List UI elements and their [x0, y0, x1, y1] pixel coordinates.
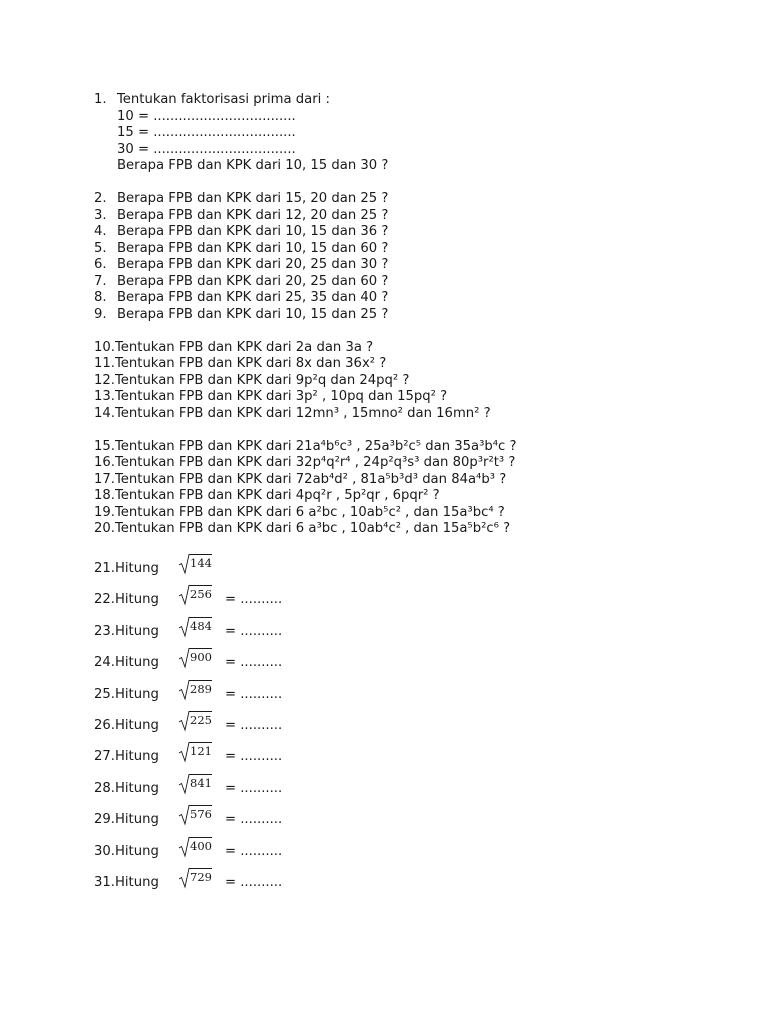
question-number: 20. [94, 521, 115, 536]
square-root-item [94, 553, 754, 584]
question-number: 4. [94, 224, 107, 239]
radicand: 729 [190, 869, 212, 884]
square-root-item [94, 773, 754, 804]
question-number: 18. [94, 488, 115, 503]
question-number: 6. [94, 257, 107, 272]
factor-line: 15 = .................................. [117, 125, 296, 140]
question-number: 15. [94, 438, 115, 454]
question-label: 27.Hitung [94, 749, 159, 765]
question-text: Tentukan FPB dan KPK dari 4pq²r , 5p²qr , 6pqr² ? [114, 488, 440, 503]
question-text: Tentukan FPB dan KPK dari 21a⁴b⁶c³ , 25a³b²c⁵ dan 35a³b⁴c ? [114, 438, 517, 454]
question-number: 5. [94, 240, 107, 256]
square-root-expression [178, 836, 218, 860]
question-label: 22.Hitung [94, 592, 159, 608]
question-item [94, 505, 754, 522]
square-root-item [94, 867, 754, 898]
question-number: 16. [94, 455, 115, 470]
question-text: Tentukan FPB dan KPK dari 12mn³ , 15mno² dan 16mn² ? [114, 405, 491, 421]
radicand: 484 [190, 618, 212, 633]
square-root-questions [94, 553, 754, 898]
question-text: Berapa FPB dan KPK dari 15, 20 dan 25 ? [117, 191, 389, 206]
answer-blank: = .......... [225, 592, 283, 608]
answer-blank: = .......... [225, 623, 283, 639]
radicand: 841 [190, 775, 212, 790]
radicand: 289 [190, 681, 212, 696]
square-root-expression [178, 616, 218, 640]
question-label: 21.Hitung [94, 561, 159, 576]
question-number: 10. [94, 339, 115, 355]
question-item [94, 191, 754, 208]
question-number: 7. [94, 273, 107, 289]
question-text: Tentukan FPB dan KPK dari 2a dan 3a ? [114, 339, 374, 355]
factor-line: 30 = .................................. [117, 141, 296, 157]
question-label: 24.Hitung [94, 655, 159, 671]
square-root-item [94, 836, 754, 867]
square-root-item [94, 741, 754, 772]
answer-blank: = .......... [225, 843, 283, 859]
question-item [94, 455, 754, 472]
question-item [94, 488, 754, 505]
question-item [94, 224, 754, 241]
square-root-item [94, 647, 754, 678]
question-label: 30.Hitung [94, 843, 159, 859]
question-item [94, 307, 754, 324]
question-text: Tentukan FPB dan KPK dari 6 a²bc , 10ab⁵c² , dan 15a³bc⁴ ? [114, 504, 505, 520]
question-number: 3. [94, 207, 107, 223]
question-text: Berapa FPB dan KPK dari 25, 35 dan 40 ? [117, 290, 389, 305]
spacer [94, 323, 754, 340]
answer-blank: = .......... [225, 749, 283, 765]
spacer [94, 422, 754, 439]
question-item [94, 521, 754, 538]
question-number: 11. [94, 356, 115, 371]
question-text: Tentukan FPB dan KPK dari 72ab⁴d² , 81a⁵b³d³ dan 84a⁴b³ ? [114, 471, 507, 487]
question-text: Tentukan FPB dan KPK dari 32p⁴q²r⁴ , 24p²q³s³ dan 80p³r²t³ ? [114, 455, 516, 470]
question-text: Berapa FPB dan KPK dari 12, 20 dan 25 ? [117, 207, 389, 223]
square-root-expression [178, 773, 218, 797]
answer-blank: = .......... [225, 812, 283, 828]
question-item [94, 92, 754, 109]
square-root-expression [178, 584, 218, 608]
question-number: 17. [94, 471, 115, 487]
question-text: Berapa FPB dan KPK dari 20, 25 dan 60 ? [117, 273, 389, 289]
square-root-expression [178, 553, 218, 577]
question-item [94, 406, 754, 423]
answer-blank: = .......... [225, 874, 283, 890]
question-label: 29.Hitung [94, 812, 159, 828]
question-text: Tentukan FPB dan KPK dari 3p² , 10pq dan 15pq² ? [114, 389, 448, 404]
question-item [94, 340, 754, 357]
question-item [94, 373, 754, 390]
question-item [94, 439, 754, 456]
square-root-expression [178, 647, 218, 671]
question-text: Berapa FPB dan KPK dari 10, 15 dan 60 ? [117, 240, 389, 256]
answer-blank: = .......... [225, 780, 283, 796]
square-root-expression [178, 741, 218, 765]
answer-blank: = .......... [225, 686, 283, 702]
question-label: 28.Hitung [94, 780, 159, 796]
radicand: 400 [190, 838, 212, 853]
spacer [94, 175, 754, 192]
radicand: 144 [190, 556, 212, 570]
question-number: 8. [94, 290, 107, 305]
question-label: 23.Hitung [94, 623, 159, 639]
question-text: Tentukan FPB dan KPK dari 8x dan 36x² ? [114, 356, 387, 371]
radicand: 576 [190, 807, 212, 822]
question-number: 1. [94, 92, 107, 107]
square-root-expression [178, 710, 218, 734]
question-item [94, 208, 754, 225]
spacer [94, 538, 754, 555]
question-item [94, 356, 754, 373]
question-item [94, 257, 754, 274]
question-number: 14. [94, 405, 115, 421]
question-text: Tentukan FPB dan KPK dari 6 a³bc , 10ab⁴c² , dan 15a⁵b²c⁶ ? [114, 521, 511, 536]
question-group-fpb-numbers [94, 191, 754, 323]
question-text: Berapa FPB dan KPK dari 10, 15 dan 25 ? [117, 306, 389, 322]
square-root-expression [178, 679, 218, 703]
square-root-expression [178, 804, 218, 828]
question-number: 13. [94, 389, 115, 404]
question-item [94, 290, 754, 307]
question-text: Berapa FPB dan KPK dari 10, 15 dan 36 ? [117, 224, 389, 239]
square-root-expression [178, 867, 218, 891]
question-item [94, 274, 754, 291]
factor-question: Berapa FPB dan KPK dari 10, 15 dan 30 ? [117, 158, 389, 173]
question-number: 19. [94, 504, 115, 520]
radicand: 256 [190, 587, 212, 602]
question-number: 9. [94, 306, 107, 322]
question-item [94, 472, 754, 489]
square-root-item [94, 804, 754, 835]
question-group-fpb-variables [94, 340, 754, 423]
factor-line: 10 = .................................. [117, 108, 296, 124]
question-item [94, 389, 754, 406]
radicand: 121 [190, 744, 212, 759]
question-text: Tentukan faktorisasi prima dari : [117, 92, 330, 107]
question-text: Tentukan FPB dan KPK dari 9p²q dan 24pq² ? [114, 372, 410, 388]
worksheet [94, 92, 754, 898]
answer-blank: = .......... [225, 655, 283, 671]
question-text: Berapa FPB dan KPK dari 20, 25 dan 30 ? [117, 257, 389, 272]
question-number: 12. [94, 372, 115, 388]
question-group-fpb-monomials [94, 439, 754, 538]
square-root-item [94, 616, 754, 647]
question-label: 31.Hitung [94, 874, 159, 890]
question-label: 25.Hitung [94, 686, 159, 702]
question-number: 2. [94, 191, 107, 206]
square-root-item [94, 679, 754, 710]
radicand: 225 [190, 712, 212, 727]
radicand: 900 [190, 650, 212, 665]
answer-blank: = .......... [225, 717, 283, 733]
square-root-item [94, 710, 754, 741]
question-item [94, 241, 754, 258]
square-root-item [94, 584, 754, 615]
question-label: 26.Hitung [94, 717, 159, 733]
